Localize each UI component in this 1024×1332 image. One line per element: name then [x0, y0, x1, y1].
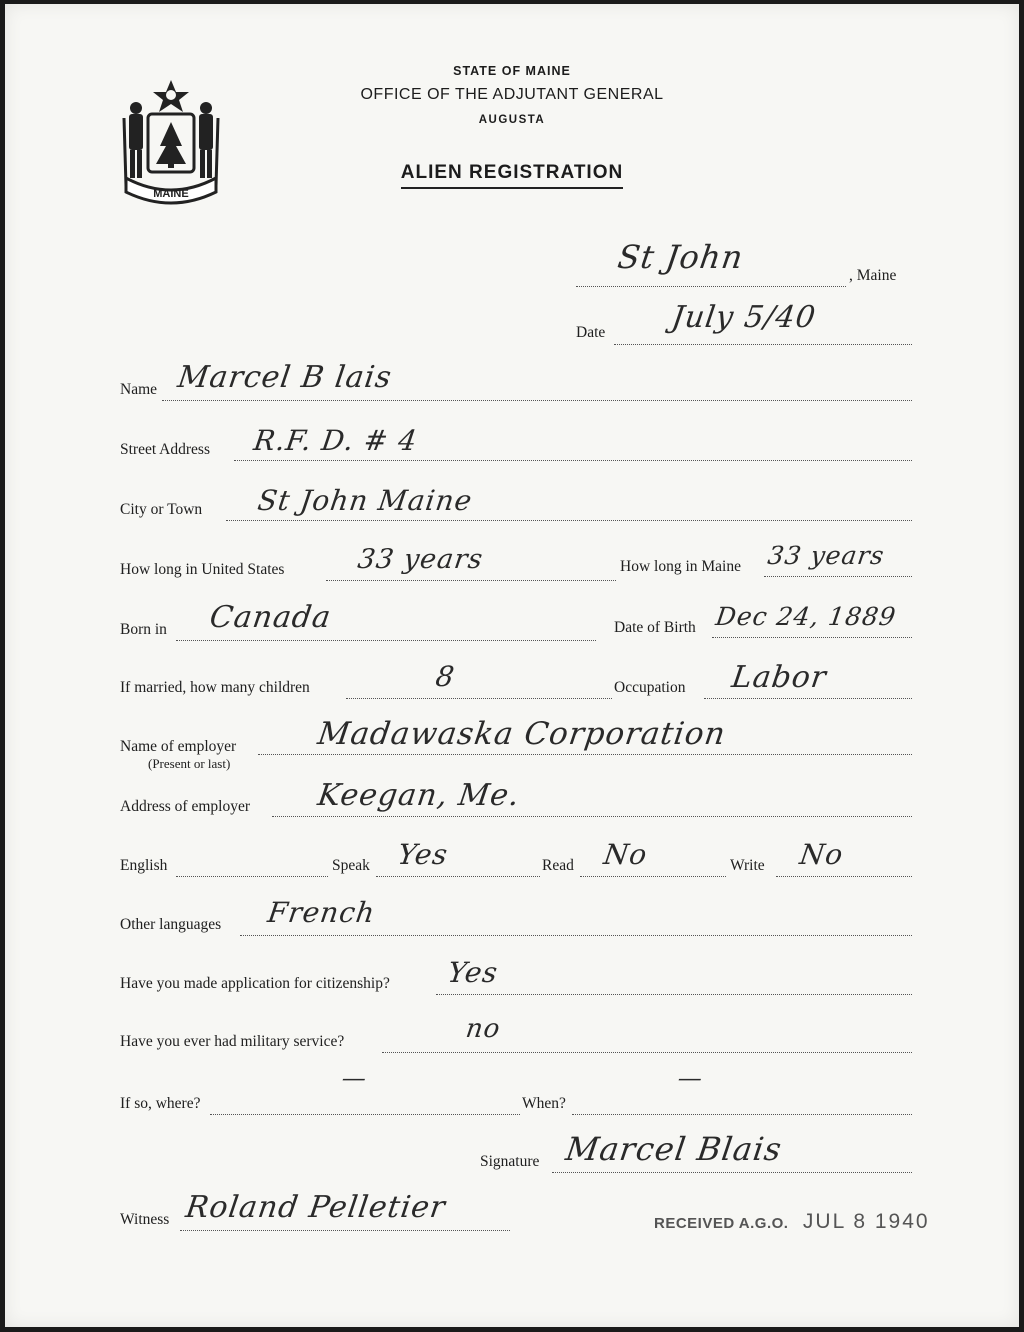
- english-label: English: [120, 857, 168, 874]
- occupation-line: [704, 698, 912, 699]
- military-line: [382, 1052, 912, 1053]
- dob-entry: Dec 24, 1889: [713, 602, 899, 631]
- signature-entry: Marcel Blais: [563, 1130, 785, 1168]
- form-title-text: ALIEN REGISTRATION: [401, 162, 623, 189]
- city-heading: AUGUSTA: [478, 114, 546, 126]
- date-label: Date: [576, 324, 606, 341]
- read-entry: No: [601, 838, 650, 871]
- city-label: City or Town: [120, 501, 203, 518]
- name-label: Name: [120, 381, 158, 398]
- employer-address-label: Address of employer: [120, 798, 250, 815]
- us-time-label: How long in United States: [120, 561, 285, 578]
- read-label: Read: [542, 857, 574, 874]
- read-line: [580, 876, 726, 877]
- received-stamp-text: RECEIVED A.G.O.: [654, 1215, 789, 1232]
- citizenship-entry: Yes: [445, 956, 501, 989]
- town-line: [576, 286, 846, 287]
- dob-label: Date of Birth: [614, 619, 696, 636]
- signature-line: [552, 1172, 912, 1173]
- employer-entry: Madawaska Corporation: [315, 716, 729, 752]
- town-entry: St John: [615, 238, 746, 276]
- office-heading: OFFICE OF THE ADJUTANT GENERAL: [360, 86, 664, 103]
- street-line: [234, 460, 912, 461]
- children-line: [346, 698, 612, 699]
- employer-address-entry: Keegan, Me.: [315, 778, 523, 813]
- employer-label: Name of employer: [120, 738, 237, 755]
- english-line: [176, 876, 328, 877]
- write-entry: No: [797, 838, 846, 871]
- occupation-label: Occupation: [614, 679, 686, 696]
- name-entry: Marcel B lais: [175, 360, 395, 395]
- received-stamp: [654, 1210, 930, 1234]
- speak-line: [376, 876, 540, 877]
- when-entry: —: [676, 1064, 705, 1092]
- seal-banner-text: MAINE: [153, 188, 189, 200]
- maine-label: , Maine: [849, 267, 897, 284]
- military-label: Have you ever had military service?: [120, 1033, 345, 1050]
- state-heading: STATE OF MAINE: [453, 64, 571, 78]
- date-entry: July 5/40: [669, 300, 819, 335]
- city-line: [226, 520, 912, 521]
- occupation-entry: Labor: [729, 660, 829, 695]
- dob-line: [712, 637, 912, 638]
- maine-time-entry: 33 years: [765, 541, 887, 570]
- military-entry: no: [463, 1014, 503, 1044]
- where-entry: —: [340, 1064, 369, 1092]
- city-entry: St John Maine: [255, 484, 475, 517]
- born-label: Born in: [120, 621, 167, 638]
- where-line: [210, 1114, 520, 1115]
- born-entry: Canada: [207, 600, 334, 635]
- other-languages-line: [240, 935, 912, 936]
- maine-time-label: How long in Maine: [620, 558, 741, 575]
- signature-label: Signature: [480, 1153, 540, 1170]
- write-line: [776, 876, 912, 877]
- employer-address-line: [272, 816, 912, 817]
- witness-line: [180, 1230, 510, 1231]
- us-time-entry: 33 years: [355, 544, 486, 575]
- speak-label: Speak: [332, 857, 370, 874]
- where-label: If so, where?: [120, 1095, 201, 1112]
- other-languages-entry: French: [265, 896, 378, 929]
- name-line: [162, 400, 912, 401]
- employer-line: [258, 754, 912, 755]
- when-line: [572, 1114, 912, 1115]
- street-entry: R.F. D. # 4: [251, 424, 420, 457]
- children-label: If married, how many children: [120, 679, 310, 696]
- other-languages-label: Other languages: [120, 916, 222, 933]
- form-title: [0, 162, 1024, 189]
- employer-note: (Present or last): [148, 756, 231, 771]
- street-label: Street Address: [120, 441, 210, 458]
- witness-label: Witness: [120, 1211, 170, 1228]
- witness-entry: Roland Pelletier: [183, 1190, 448, 1225]
- maine-time-line: [764, 576, 912, 577]
- write-label: Write: [730, 857, 765, 874]
- citizenship-label: Have you made application for citizenship?: [120, 975, 390, 992]
- when-label: When?: [522, 1095, 566, 1112]
- citizenship-line: [436, 994, 912, 995]
- received-stamp-date: JUL 8 1940: [802, 1210, 930, 1233]
- date-line: [614, 344, 912, 345]
- children-entry: 8: [433, 660, 458, 693]
- born-line: [176, 640, 596, 641]
- us-time-line: [326, 580, 616, 581]
- speak-entry: Yes: [395, 838, 451, 871]
